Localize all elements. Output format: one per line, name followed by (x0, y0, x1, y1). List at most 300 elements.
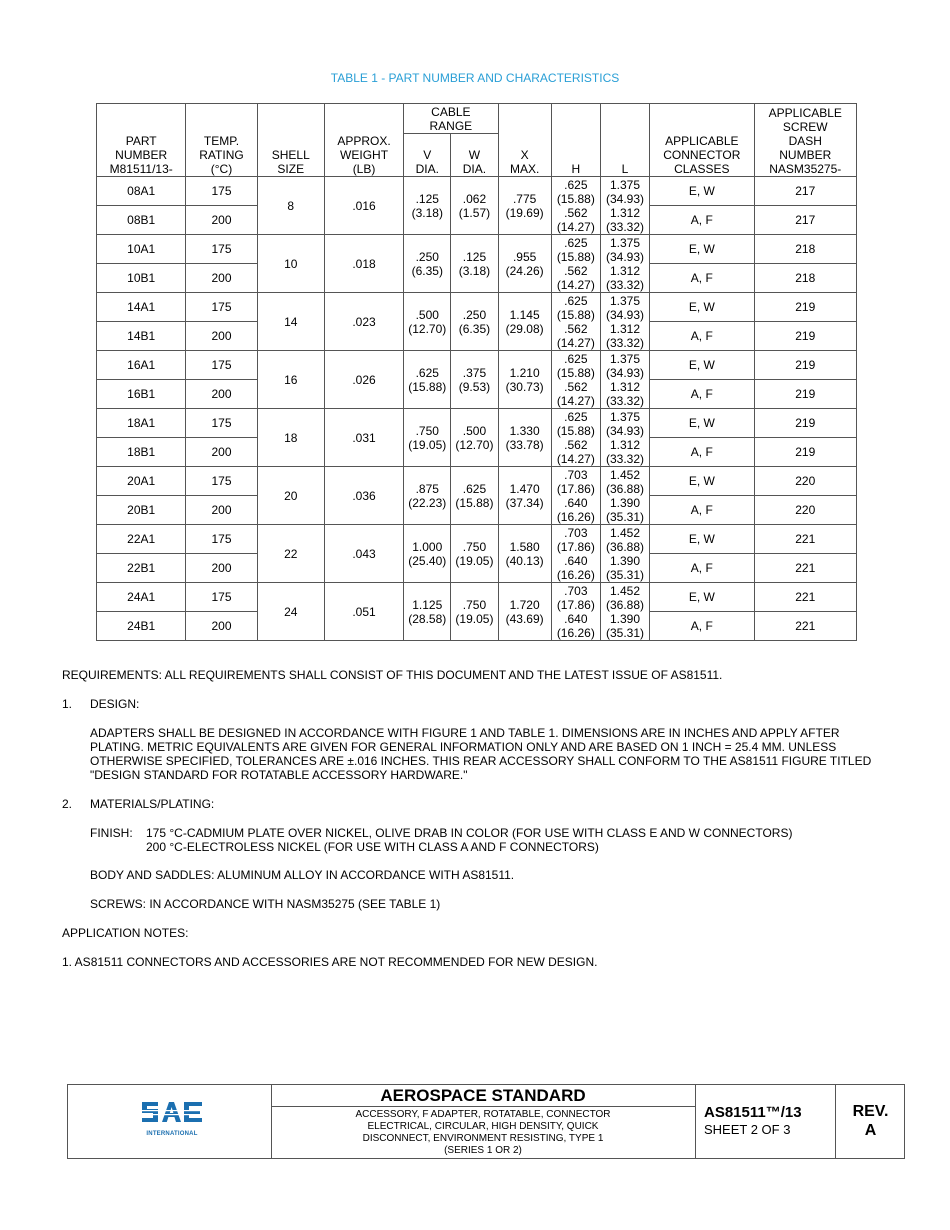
w-dia-line: (15.88) (455, 495, 494, 510)
l-cell (600, 235, 649, 293)
header-line: TEMP. (203, 134, 240, 148)
w-dia-line: (6.35) (458, 321, 491, 336)
x-max-line: 1.210 (509, 365, 540, 380)
v-dia-cell (404, 235, 451, 293)
x-max-cell (498, 293, 551, 351)
h-line: .625 (564, 409, 588, 424)
l-line: 1.375 (610, 351, 641, 366)
table-row (97, 525, 857, 554)
x-max-cell (498, 351, 551, 409)
part-number-cell: 08B1 (97, 206, 186, 235)
description-line: (SERIES 1 OR 2) (444, 1145, 522, 1156)
h-line: (16.26) (556, 509, 595, 524)
table-title: TABLE 1 - PART NUMBER AND CHARACTERISTICS (330, 71, 620, 85)
temp-rating-cell: 175 (186, 293, 257, 322)
table-row (97, 177, 857, 206)
temp-rating-cell: 200 (186, 380, 257, 409)
header-line: WEIGHT (340, 148, 389, 162)
header-line: (°C) (210, 162, 233, 176)
finish-line-2: 200 °C-ELECTROLESS NICKEL (FOR USE WITH CLASS A AND F CONNECTORS) (146, 840, 599, 854)
h-line: .703 (564, 583, 588, 598)
temp-rating-cell: 200 (186, 496, 257, 525)
shell-size-cell: 16 (257, 351, 324, 409)
part-number-cell: 10B1 (97, 264, 186, 293)
v-dia-line: .875 (415, 481, 439, 496)
w-dia-line: (1.57) (458, 205, 491, 220)
h-line: .703 (564, 525, 588, 540)
l-line: 1.312 (610, 437, 641, 452)
header-line: PART (125, 134, 157, 148)
w-dia-line: .750 (462, 539, 487, 554)
table-row (97, 235, 857, 264)
w-dia-line: .500 (462, 423, 487, 438)
x-max-line: 1.470 (509, 481, 540, 496)
l-line: (34.93) (606, 249, 645, 264)
part-number-cell: 22B1 (97, 554, 186, 583)
v-dia-cell (404, 177, 451, 235)
h-line: (16.26) (556, 567, 595, 582)
design-heading (62, 697, 892, 711)
l-cell (600, 409, 649, 467)
part-number-cell: 24B1 (97, 612, 186, 641)
finish-block (90, 826, 880, 854)
w-dia-cell (451, 351, 498, 409)
v-dia-line: 1.000 (412, 539, 443, 554)
sae-logo (138, 1099, 206, 1137)
description-line: DISCONNECT, ENVIRONMENT RESISTING, TYPE 1 (362, 1133, 604, 1144)
design-number: 1. (62, 697, 73, 711)
sae-logo-icon (140, 1099, 204, 1125)
screw-dash-cell: 219 (754, 438, 856, 467)
table-row (97, 583, 857, 612)
description-line: ELECTRICAL, CIRCULAR, HIGH DENSITY, QUICK (367, 1121, 599, 1132)
requirements-text: REQUIREMENTS: ALL REQUIREMENTS SHALL CONSIST OF THIS DOCUMENT AND THE LATEST ISSUE OF AS81511. (62, 668, 723, 682)
header-line: DIA. (462, 162, 487, 176)
temp-rating-cell: 200 (186, 554, 257, 583)
header-line: MAX. (509, 162, 540, 176)
l-line: 1.390 (610, 495, 641, 510)
document-cell (696, 1085, 836, 1158)
header-v-dia (404, 134, 451, 177)
title-cell (271, 1085, 696, 1158)
screw-dash-cell: 218 (754, 235, 856, 264)
l-cell (600, 525, 649, 583)
h-line: (14.27) (556, 451, 595, 466)
l-line: (34.93) (606, 365, 645, 380)
h-line: .562 (564, 437, 588, 452)
h-line: .562 (564, 205, 588, 220)
header-shell-size (257, 104, 324, 177)
temp-rating-cell: 175 (186, 467, 257, 496)
h-line: .625 (564, 177, 588, 192)
connector-classes-cell: E, W (650, 467, 754, 496)
header-weight (324, 104, 403, 177)
v-dia-line: (19.05) (408, 437, 447, 452)
w-dia-line: (9.53) (458, 379, 491, 394)
part-number-cell: 18A1 (97, 409, 186, 438)
screw-dash-cell: 219 (754, 351, 856, 380)
h-line: (15.88) (556, 191, 595, 206)
header-line: W (468, 148, 481, 162)
header-line: RATING (199, 148, 244, 162)
screw-dash-cell: 221 (754, 612, 856, 641)
header-line: APPLICABLE (665, 134, 739, 148)
temp-rating-cell: 175 (186, 583, 257, 612)
x-max-line: (19.69) (505, 205, 544, 220)
temp-rating-cell: 200 (186, 322, 257, 351)
v-dia-line: (15.88) (408, 379, 447, 394)
body-saddles-text: BODY AND SADDLES: ALUMINUM ALLOY IN ACCORDANCE WITH AS81511. (90, 868, 515, 882)
connector-classes-cell: E, W (650, 409, 754, 438)
h-line: (17.86) (556, 539, 595, 554)
v-dia-cell (404, 467, 451, 525)
l-cell (600, 293, 649, 351)
x-max-line: (30.73) (505, 379, 544, 394)
table-row (97, 351, 857, 380)
table-row (97, 293, 857, 322)
l-cell (600, 467, 649, 525)
x-max-line: (33.78) (505, 437, 544, 452)
temp-rating-cell: 175 (186, 525, 257, 554)
connector-classes-cell: A, F (650, 612, 754, 641)
screw-dash-cell: 221 (754, 554, 856, 583)
l-line: (35.31) (606, 567, 645, 582)
h-line: .703 (564, 467, 588, 482)
header-line: X (520, 148, 529, 162)
materials-heading (62, 797, 892, 811)
l-cell (600, 177, 649, 235)
shell-size-cell: 10 (257, 235, 324, 293)
x-max-cell (498, 409, 551, 467)
shell-size-cell: 14 (257, 293, 324, 351)
connector-classes-cell: A, F (650, 206, 754, 235)
h-line: .625 (564, 293, 588, 308)
header-line: SCREW (782, 120, 828, 134)
screw-dash-cell: 219 (754, 293, 856, 322)
header-line: SIZE (277, 162, 305, 176)
description-line: ACCESSORY, F ADAPTER, ROTATABLE, CONNECTOR (355, 1109, 611, 1120)
x-max-line: (29.08) (505, 321, 544, 336)
standard-title: AEROSPACE STANDARD (271, 1085, 695, 1107)
l-line: (35.31) (606, 509, 645, 524)
connector-classes-cell: E, W (650, 351, 754, 380)
l-line: (33.32) (606, 451, 645, 466)
temp-rating-cell: 175 (186, 351, 257, 380)
connector-classes-cell: A, F (650, 438, 754, 467)
l-line: 1.375 (610, 293, 641, 308)
weight-cell: .016 (324, 177, 403, 235)
logo-text: INTERNATIONAL (146, 1131, 198, 1137)
w-dia-line: .125 (462, 249, 487, 264)
shell-size-cell: 24 (257, 583, 324, 641)
w-dia-cell (451, 583, 498, 641)
h-line: (14.27) (556, 219, 595, 234)
design-heading-label: DESIGN: (90, 697, 140, 711)
revision-cell (836, 1085, 905, 1158)
document-number: AS81511™/13 (704, 1104, 802, 1121)
w-dia-line: (19.05) (455, 553, 494, 568)
l-line: 1.390 (610, 611, 641, 626)
h-line: .640 (564, 553, 588, 568)
l-line: (33.32) (606, 393, 645, 408)
part-number-cell: 10A1 (97, 235, 186, 264)
header-line: M81511/13- (109, 162, 173, 176)
connector-classes-cell: A, F (650, 264, 754, 293)
weight-cell: .051 (324, 583, 403, 641)
h-cell (551, 293, 600, 351)
temp-rating-cell: 175 (186, 235, 257, 264)
revision-label: REV. (852, 1103, 889, 1120)
shell-size-cell: 8 (257, 177, 324, 235)
v-dia-cell (404, 583, 451, 641)
header-line: NASM35275- (769, 162, 842, 176)
x-max-cell (498, 177, 551, 235)
w-dia-cell (451, 235, 498, 293)
l-line: (33.32) (606, 277, 645, 292)
screw-dash-cell: 217 (754, 177, 856, 206)
connector-classes-cell: E, W (650, 177, 754, 206)
connector-classes-cell: A, F (650, 380, 754, 409)
table-row (97, 409, 857, 438)
header-cable-range (404, 104, 498, 134)
weight-cell: .031 (324, 409, 403, 467)
weight-cell: .043 (324, 525, 403, 583)
x-max-cell (498, 583, 551, 641)
header-line: V (423, 148, 432, 162)
header-line: APPLICABLE (768, 106, 842, 120)
l-line: 1.312 (610, 379, 641, 394)
part-number-cell: 18B1 (97, 438, 186, 467)
revision-value: A (864, 1122, 877, 1139)
connector-classes-cell: A, F (650, 496, 754, 525)
header-line: SHELL (271, 148, 310, 162)
v-dia-cell (404, 293, 451, 351)
l-line: 1.375 (610, 235, 641, 250)
header-part-number (97, 104, 186, 177)
l-cell (600, 351, 649, 409)
screw-dash-cell: 221 (754, 583, 856, 612)
h-cell (551, 351, 600, 409)
x-max-cell (498, 525, 551, 583)
weight-cell: .023 (324, 293, 403, 351)
h-cell (551, 177, 600, 235)
h-line: (17.86) (556, 481, 595, 496)
h-line: (14.27) (556, 277, 595, 292)
header-connector-classes (650, 104, 754, 177)
h-line: (16.26) (556, 625, 595, 640)
l-line: (34.93) (606, 307, 645, 322)
part-number-cell: 20A1 (97, 467, 186, 496)
x-max-line: 1.145 (509, 307, 540, 322)
v-dia-cell (404, 409, 451, 467)
l-line: 1.312 (610, 321, 641, 336)
temp-rating-cell: 200 (186, 438, 257, 467)
header-line: CLASSES (674, 162, 730, 176)
finish-label: FINISH: (90, 826, 133, 840)
part-number-cell: 16A1 (97, 351, 186, 380)
x-max-line: (43.69) (505, 611, 544, 626)
weight-cell: .018 (324, 235, 403, 293)
w-dia-line: .375 (462, 365, 487, 380)
sheet-number: SHEET 2 OF 3 (704, 1122, 791, 1137)
l-line: 1.390 (610, 553, 641, 568)
h-cell (551, 467, 600, 525)
screw-dash-cell: 221 (754, 525, 856, 554)
h-cell (551, 235, 600, 293)
h-line: (15.88) (556, 307, 595, 322)
part-number-cell: 14B1 (97, 322, 186, 351)
design-body: ADAPTERS SHALL BE DESIGNED IN ACCORDANCE WITH FIGURE 1 AND TABLE 1. DIMENSIONS ARE IN INCHES AND APPLY AFTER PLATING. METRIC EQUIVALENTS ARE GIVEN FOR GENERAL INFORMATION ONLY AND ARE BASED ON 1 INCH = 25.4 MM. UNLESS OTHERWISE SPECIFIED, TOLERANCES ARE ±.016 INCHES. THIS REAR ACCESSORY SHALL CONFORM TO THE AS81511 FIGURE TITLED "DESIGN STANDARD FOR ROTATABLE ACCESSORY HARDWARE." (90, 726, 872, 782)
header-line: CABLE (431, 105, 471, 119)
table-row (97, 467, 857, 496)
connector-classes-cell: E, W (650, 525, 754, 554)
v-dia-line: 1.125 (412, 597, 443, 612)
shell-size-cell: 18 (257, 409, 324, 467)
x-max-line: 1.720 (509, 597, 540, 612)
x-max-cell (498, 467, 551, 525)
materials-heading-label: MATERIALS/PLATING: (90, 797, 215, 811)
x-max-cell (498, 235, 551, 293)
connector-classes-cell: E, W (650, 293, 754, 322)
h-line: .562 (564, 379, 588, 394)
w-dia-cell (451, 467, 498, 525)
temp-rating-cell: 175 (186, 409, 257, 438)
header-h: H (551, 104, 600, 177)
header-line: DASH (788, 134, 822, 148)
l-line: 1.312 (610, 263, 641, 278)
header-x-max (498, 104, 551, 177)
h-line: .625 (564, 351, 588, 366)
shell-size-cell: 22 (257, 525, 324, 583)
l-line: 1.375 (610, 409, 641, 424)
materials-number: 2. (62, 797, 73, 811)
shell-size-cell: 20 (257, 467, 324, 525)
connector-classes-cell: E, W (650, 583, 754, 612)
temp-rating-cell: 200 (186, 612, 257, 641)
finish-line-1: 175 °C-CADMIUM PLATE OVER NICKEL, OLIVE DRAB IN COLOR (FOR USE WITH CLASS E AND W CONNECTORS) (146, 826, 793, 840)
connector-classes-cell: A, F (650, 322, 754, 351)
x-max-line: (37.34) (505, 495, 544, 510)
v-dia-line: .500 (415, 307, 439, 322)
temp-rating-cell: 175 (186, 177, 257, 206)
v-dia-line: (12.70) (408, 321, 447, 336)
screws-text: SCREWS: IN ACCORDANCE WITH NASM35275 (SEE TABLE 1) (90, 897, 441, 911)
header-line: NUMBER (779, 148, 832, 162)
x-max-line: .955 (512, 249, 537, 264)
part-number-cell: 14A1 (97, 293, 186, 322)
header-l: L (600, 104, 649, 177)
w-dia-line: .750 (462, 597, 487, 612)
x-max-line: (40.13) (505, 553, 544, 568)
application-notes-heading: APPLICATION NOTES: (62, 926, 189, 940)
h-line: (15.88) (556, 423, 595, 438)
x-max-line: .775 (512, 191, 537, 206)
l-line: (34.93) (606, 191, 645, 206)
screw-dash-cell: 220 (754, 496, 856, 525)
connector-classes-cell: E, W (650, 235, 754, 264)
l-line: 1.452 (610, 583, 641, 598)
h-line: (15.88) (556, 249, 595, 264)
v-dia-line: .125 (415, 191, 439, 206)
w-dia-cell (451, 293, 498, 351)
v-dia-line: (3.18) (411, 205, 443, 220)
h-line: (14.27) (556, 335, 595, 350)
l-line: 1.312 (610, 205, 641, 220)
l-line: (36.88) (606, 481, 645, 496)
h-cell (551, 409, 600, 467)
screw-dash-cell: 219 (754, 380, 856, 409)
l-line: 1.452 (610, 467, 641, 482)
h-cell (551, 583, 600, 641)
x-max-line: 1.330 (509, 423, 540, 438)
weight-cell: .036 (324, 467, 403, 525)
temp-rating-cell: 200 (186, 206, 257, 235)
header-screw-dash (754, 104, 856, 177)
screw-dash-cell: 220 (754, 467, 856, 496)
header-line: CONNECTOR (663, 148, 741, 162)
header-w-dia (451, 134, 498, 177)
w-dia-line: (19.05) (455, 611, 494, 626)
l-line: 1.375 (610, 177, 641, 192)
v-dia-line: (28.58) (408, 611, 447, 626)
screw-dash-cell: 218 (754, 264, 856, 293)
h-line: (14.27) (556, 393, 595, 408)
v-dia-line: (22.23) (408, 495, 447, 510)
w-dia-line: .062 (462, 191, 487, 206)
h-line: .625 (564, 235, 588, 250)
v-dia-line: (6.35) (411, 263, 443, 278)
w-dia-cell (451, 525, 498, 583)
h-line: .562 (564, 263, 588, 278)
header-line: (LB) (352, 162, 376, 176)
l-line: (36.88) (606, 539, 645, 554)
screw-dash-cell: 219 (754, 322, 856, 351)
header-line: APPROX. (337, 134, 391, 148)
l-line: (35.31) (606, 625, 645, 640)
l-line: (33.32) (606, 335, 645, 350)
v-dia-cell (404, 351, 451, 409)
w-dia-line: (3.18) (458, 263, 491, 278)
connector-classes-cell: A, F (650, 554, 754, 583)
header-temp-rating (186, 104, 257, 177)
h-line: .640 (564, 611, 588, 626)
h-line: .640 (564, 495, 588, 510)
temp-rating-cell: 200 (186, 264, 257, 293)
logo-cell (68, 1085, 272, 1158)
h-line: (15.88) (556, 365, 595, 380)
v-dia-line: (25.40) (408, 553, 447, 568)
l-cell (600, 583, 649, 641)
x-max-line: 1.580 (509, 539, 540, 554)
part-number-cell: 16B1 (97, 380, 186, 409)
screw-dash-cell: 217 (754, 206, 856, 235)
h-cell (551, 525, 600, 583)
x-max-line: (24.26) (505, 263, 544, 278)
part-number-cell: 20B1 (97, 496, 186, 525)
l-line: 1.452 (610, 525, 641, 540)
part-number-table (96, 103, 857, 641)
header-line: RANGE (429, 119, 473, 133)
w-dia-line: .625 (462, 481, 487, 496)
title-block (67, 1084, 905, 1159)
v-dia-line: .750 (415, 423, 439, 438)
header-line: NUMBER (115, 148, 168, 162)
v-dia-line: .625 (415, 365, 439, 380)
part-number-cell: 24A1 (97, 583, 186, 612)
v-dia-line: .250 (415, 249, 439, 264)
w-dia-line: (12.70) (455, 437, 494, 452)
l-line: (36.88) (606, 597, 645, 612)
